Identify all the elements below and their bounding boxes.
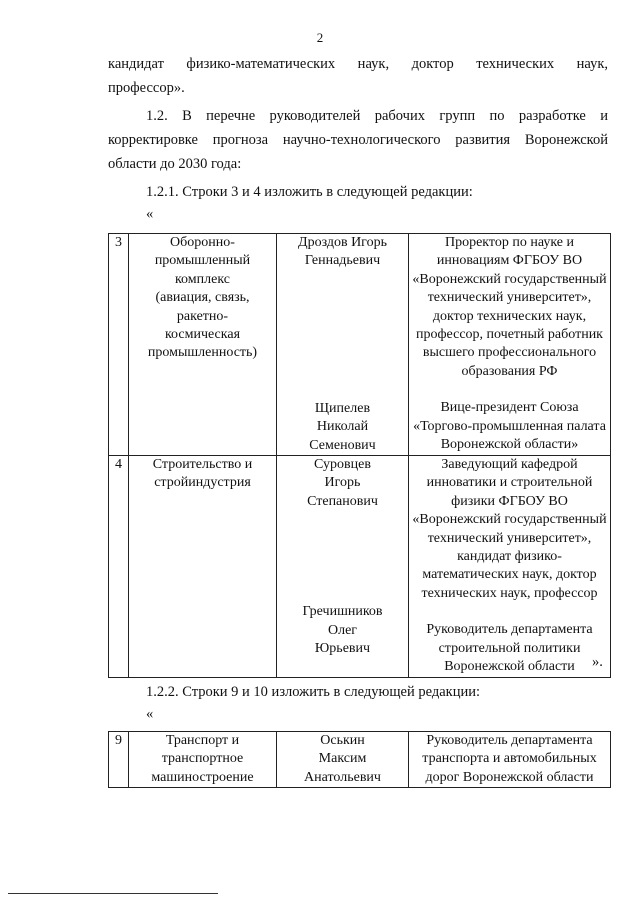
paragraph-3: 1.2.1. Строки 3 и 4 изложить в следующей редакции: (146, 184, 473, 200)
opening-quote-1: « (146, 206, 154, 222)
position-line: Руководитель департамента (426, 733, 593, 748)
table-row-4 (109, 456, 611, 677)
row-number: 4 (109, 456, 129, 677)
area-cell (129, 456, 277, 677)
position-line: технический университет», (427, 290, 592, 306)
table-rows-3-4 (108, 233, 611, 678)
position-line: Вице-президент Союза (440, 400, 579, 416)
head-name-line: Максим (318, 751, 367, 767)
position-line: профессор, почетный работник (415, 327, 603, 343)
position-cell (409, 234, 611, 456)
position-line: инновациям ФГБОУ ВО (436, 253, 583, 269)
paragraph-1-line-2: профессор». (108, 80, 185, 96)
table-row-3 (109, 234, 611, 456)
area-line: комплекс (174, 271, 231, 287)
row-number: 9 (109, 732, 129, 788)
area-cell (129, 234, 277, 456)
area-line: ракетно- (176, 308, 229, 324)
area-line: стройиндустрия (154, 475, 251, 491)
position-line: математических наук, доктор (422, 567, 597, 583)
position-line: Заведующий кафедрой (441, 457, 578, 473)
position-line: технических наук, профессор (421, 585, 598, 601)
position-line: дорог Воронежской области (425, 769, 594, 785)
head-cell (277, 234, 409, 456)
area-line: Строительство и (152, 457, 253, 473)
area-line: машиностроение (151, 769, 254, 785)
head-name-line: Дроздов Игорь (298, 235, 387, 250)
position-line: доктор технических наук, (432, 308, 587, 324)
paragraph-2-line-2: корректировке прогноза научно-технологического развития Воронежской (108, 132, 608, 148)
position-line: Руководитель департамента (426, 622, 593, 638)
position-line: технический университет», (427, 530, 592, 546)
position-line: образования РФ (461, 363, 558, 379)
position-line: Воронежской области» (440, 437, 579, 453)
head-cell (277, 732, 409, 788)
position-line: «Торгово-промышленная палата (413, 418, 606, 434)
position-line: строительной политики (438, 640, 581, 656)
head-name-line: Семенович (309, 437, 376, 453)
footer-divider (8, 893, 218, 894)
area-line: Оборонно- (170, 235, 235, 250)
closing-quote-1: ». (592, 654, 603, 670)
head-cell (277, 456, 409, 677)
head-name-line: Суровцев (314, 457, 371, 473)
position-line: кандидат физико- (457, 549, 562, 565)
row-number: 3 (109, 234, 129, 456)
area-line: космическая (164, 327, 241, 343)
position-line: физики ФГБОУ ВО (451, 493, 568, 509)
table-rows-9-10 (108, 731, 611, 788)
head-name-line: Оськин (320, 733, 365, 748)
paragraph-4: 1.2.2. Строки 9 и 10 изложить в следующей редакции: (146, 684, 481, 700)
position-line: «Воронежский государственный (412, 512, 607, 528)
head-name-line: Олег (327, 622, 358, 638)
paragraph-2-line-3: области до 2030 года: (108, 156, 242, 172)
position-line: высшего профессионального (422, 345, 597, 361)
position-line: Проректор по науке и (444, 235, 575, 250)
position-line: «Воронежский государственный (412, 271, 607, 287)
head-name-line: Геннадьевич (304, 253, 381, 269)
head-name-line: Анатольевич (304, 769, 381, 785)
paragraph-2-line-1: 1.2. В перечне руководителей рабочих групп по разработке и (146, 108, 608, 124)
head-name-line: Игорь (324, 475, 361, 491)
position-line: инноватики и строительной (426, 475, 593, 491)
head-name-line: Гречишников (302, 604, 383, 620)
head-name-line: Николай (316, 419, 369, 435)
paragraph-1-line-1: кандидат физико-математических наук, доктор технических наук, (108, 56, 608, 72)
area-cell (129, 732, 277, 788)
area-line: Транспорт и (165, 733, 240, 748)
area-line: (авиация, связь, (155, 290, 250, 306)
head-name-line: Юрьевич (314, 641, 371, 657)
position-cell (409, 732, 611, 788)
position-line: Воронежской области (444, 659, 575, 675)
page-number: 2 (316, 30, 324, 45)
area-line: промышленность) (147, 345, 258, 361)
area-line: промышленный (154, 253, 251, 269)
head-name-line: Щипелев (314, 400, 371, 416)
area-line: транспортное (161, 751, 244, 767)
opening-quote-2: « (146, 706, 154, 722)
position-cell (409, 456, 611, 677)
position-line: транспорта и автомобильных (422, 751, 597, 767)
table-row-9 (109, 732, 611, 788)
head-name-line: Степанович (307, 493, 378, 509)
